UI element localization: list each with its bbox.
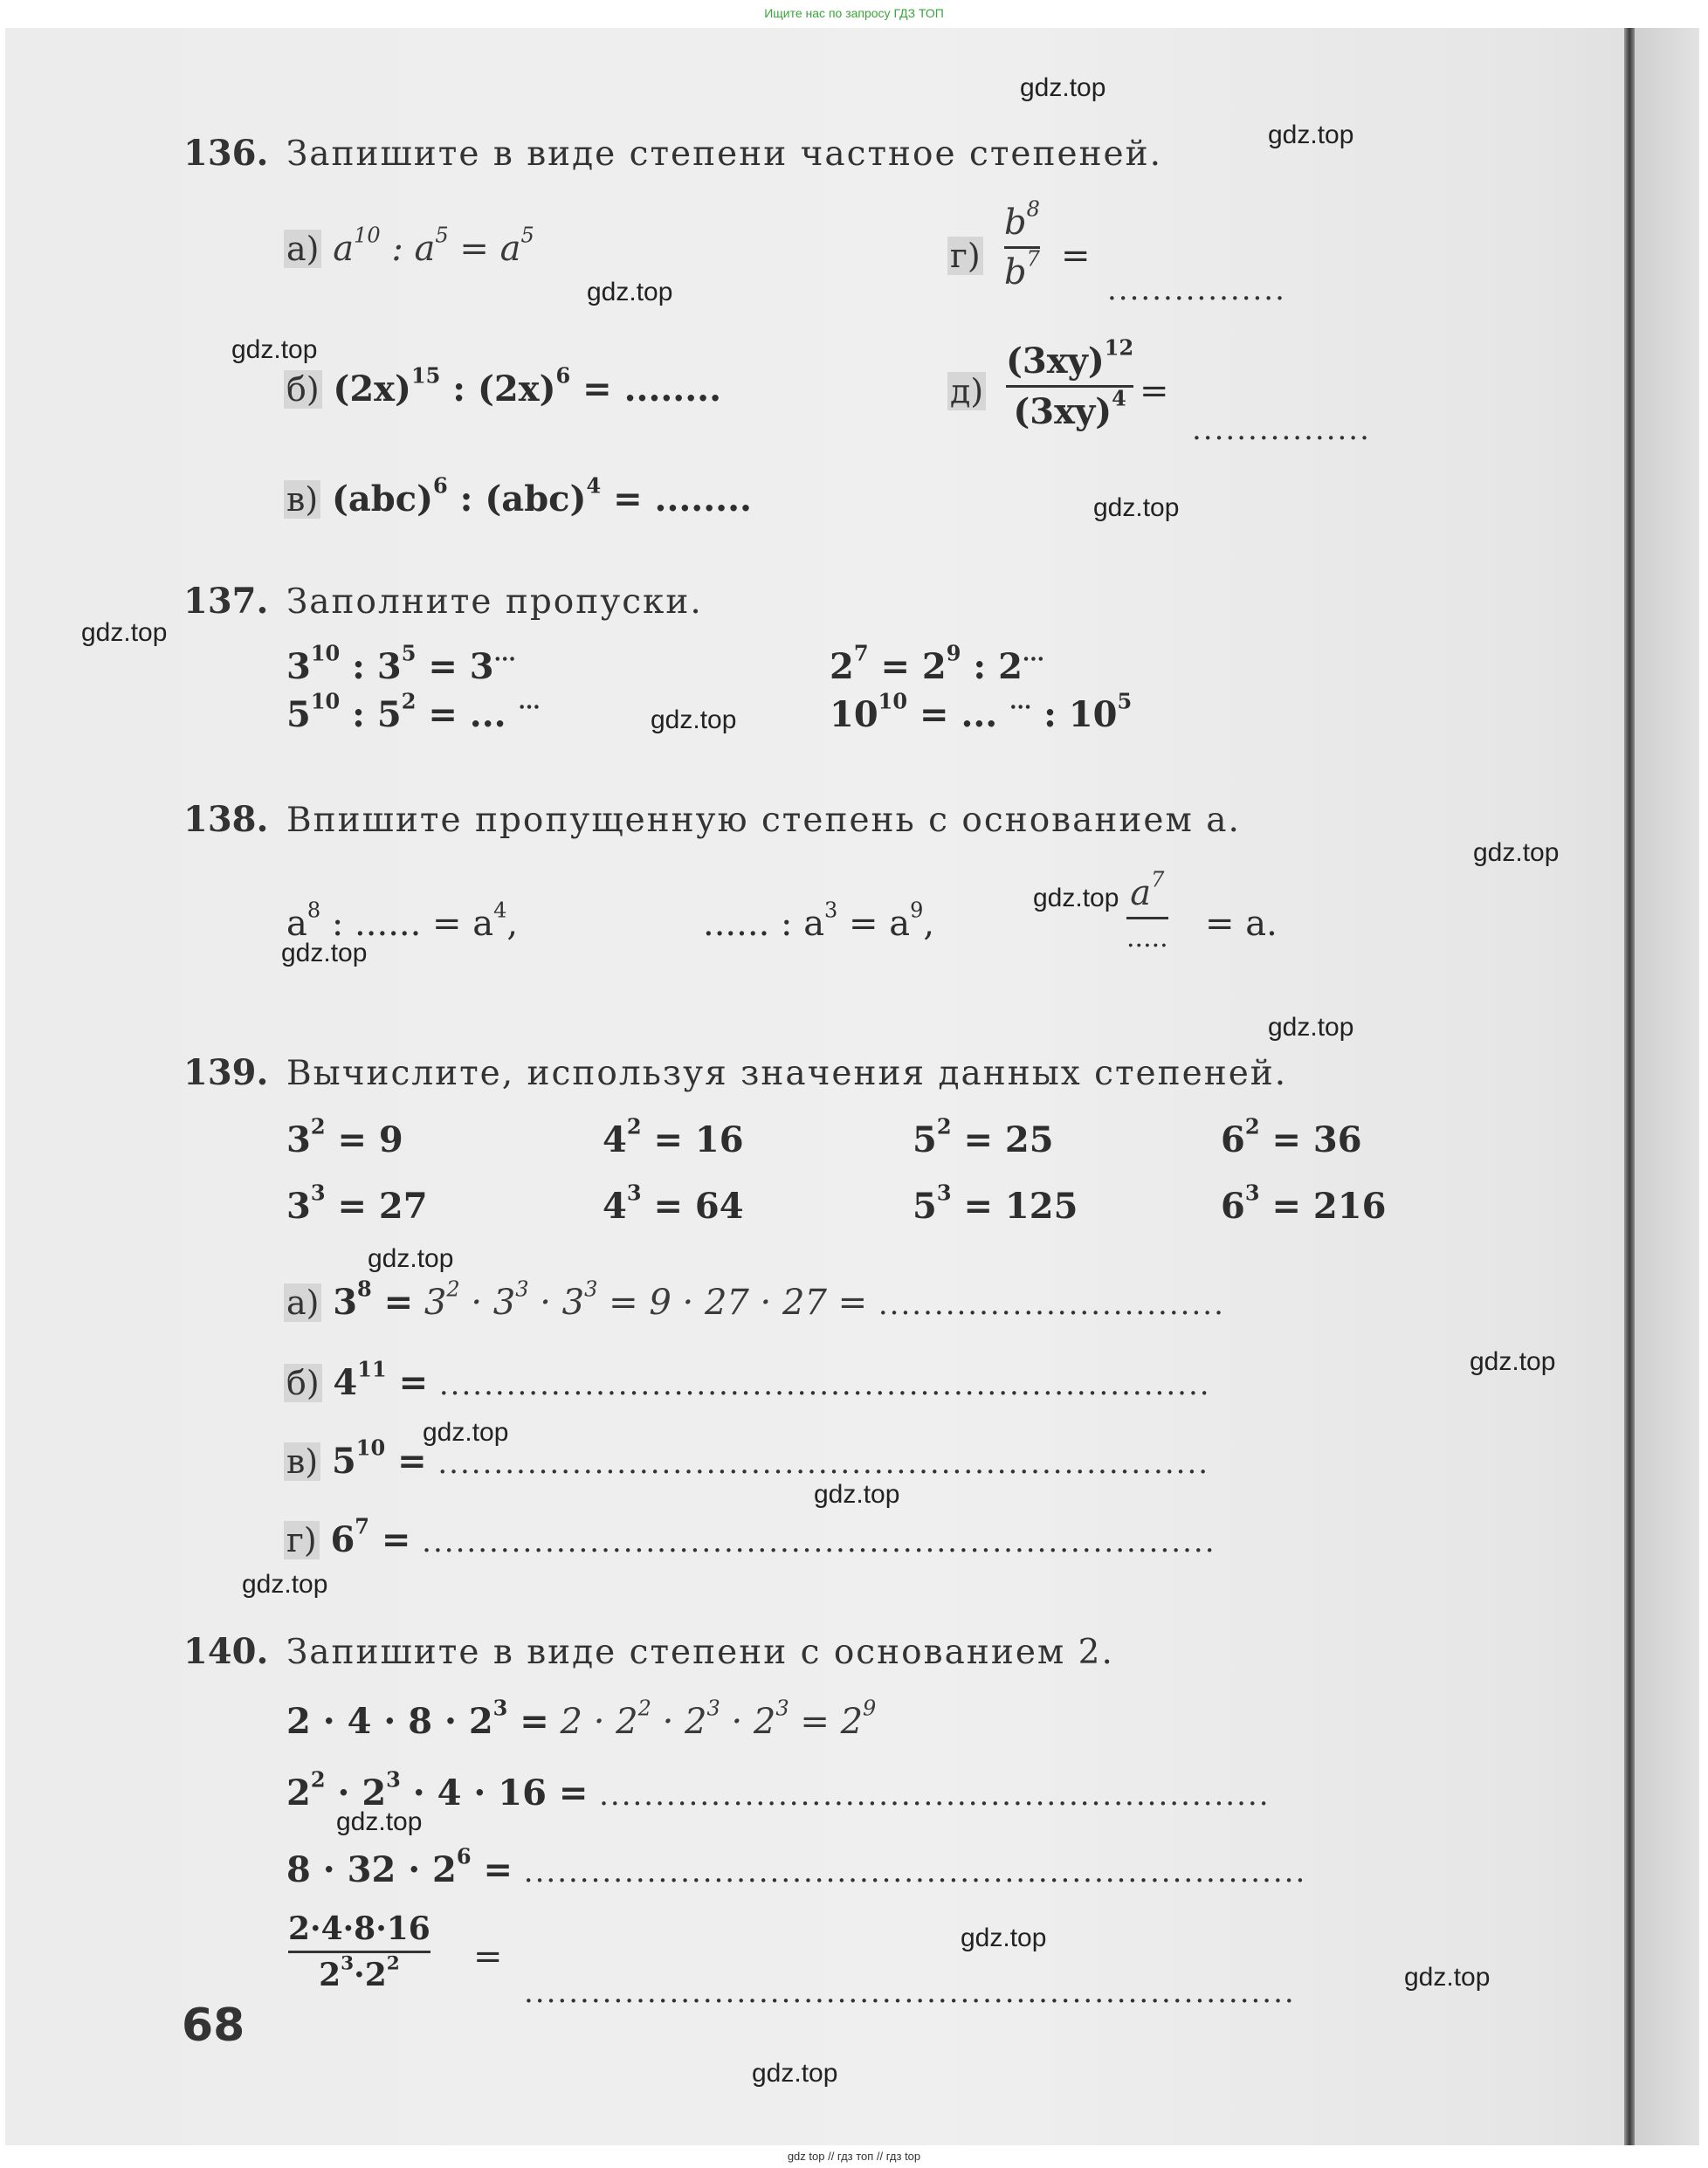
watermark: gdz.top <box>1268 1013 1354 1042</box>
ex136-d-fraction <box>1006 334 1134 432</box>
ex137-right-line2: $10^{10}$ = ... ... : $10^5$ <box>830 688 1133 735</box>
power-table-cell: $3^2 = 9$ <box>286 1113 403 1160</box>
ex140-line4-answer-blank: ..................................................................... <box>524 1975 1296 2010</box>
ex136-g-label-wrap <box>947 236 983 276</box>
ex137-left-line1: $3^{10}$ : $3^5 = 3^{...}$ <box>286 640 516 687</box>
watermark: gdz.top <box>1473 838 1560 867</box>
ex136-a-answer: $a^5$ <box>499 223 534 269</box>
ex140-line2-expr: $2^2 \cdot 2^3 \cdot 4 \cdot 16$ = <box>286 1766 589 1814</box>
ex136-g-fraction <box>1004 196 1040 293</box>
watermark: gdz.top <box>81 618 168 647</box>
watermark: gdz.top <box>281 939 368 967</box>
ex139-a-label: а) <box>284 1284 321 1322</box>
page-number: 68 <box>182 1999 245 2052</box>
ex140-line1 <box>286 1695 877 1742</box>
watermark: gdz.top <box>587 278 673 306</box>
ex136-g-denominator: $b^7$ <box>1004 246 1040 293</box>
watermark: gdz.top <box>1033 884 1119 912</box>
book-spine <box>1624 28 1635 2145</box>
watermark: gdz.top <box>242 1570 328 1599</box>
ex140-title: Запишите в виде степени с основанием 2. <box>286 1633 1114 1672</box>
top-banner: Ищите нас по запросу ГДЗ ТОП <box>764 6 944 20</box>
watermark: gdz.top <box>651 705 737 734</box>
watermark: gdz.top <box>752 2059 838 2088</box>
power-table-cell: $6^2 = 36$ <box>1221 1113 1362 1160</box>
ex136-d-label-wrap <box>947 371 986 411</box>
ex139-v-start: $5^{10}$ = <box>331 1435 427 1482</box>
ex140-line4-fraction <box>288 1910 430 1993</box>
ex136-d-answer-blank: ................ <box>1192 412 1371 447</box>
ex136-title: Запишите в виде степени частное степеней. <box>286 134 1163 174</box>
ex139-number: 139. <box>183 1052 269 1093</box>
watermark: gdz.top <box>231 335 318 364</box>
watermark: gdz.top <box>961 1924 1047 1952</box>
power-table-cell: $3^3 = 27$ <box>286 1180 428 1227</box>
ex138-expr3-tail: = a. <box>1205 904 1278 944</box>
watermark: gdz.top <box>1020 73 1106 102</box>
watermark: gdz.top <box>1404 1963 1491 1992</box>
ex139-a <box>284 1276 1225 1323</box>
ex140-line2 <box>286 1766 1271 1814</box>
ex140-line4-numerator: 2·4·8·16 <box>288 1910 430 1947</box>
ex136-v-label: в) <box>284 480 320 519</box>
ex136-d-numerator: $(3xy)^{12}$ <box>1006 334 1134 382</box>
power-table-cell: $4^3 = 64$ <box>603 1180 744 1227</box>
ex136-b <box>284 362 721 410</box>
ex136-number: 136. <box>183 133 269 174</box>
ex139-a-answer-blank: ............................... <box>878 1287 1225 1322</box>
ex136-v <box>284 472 752 520</box>
ex136-d-denominator: $(3xy)^4$ <box>1013 385 1126 432</box>
ex136-v-expr: (abc)$^6$ : (abc)$^4$ = ........ <box>331 472 752 520</box>
ex136-a <box>284 223 534 269</box>
ex139-v-answer-blank: ..................................................................... <box>437 1446 1210 1481</box>
power-table-cell: $5^2 = 25$ <box>913 1113 1054 1160</box>
ex138-expr2: ...... : $a^3 = a^9$, <box>703 898 935 944</box>
ex139-v-label: в) <box>284 1442 320 1481</box>
ex139-a-handwritten: $3^2 \cdot 3^3 \cdot 3^3 = 9 \cdot 27 \cdot 27$ = <box>424 1277 868 1323</box>
ex139-a-start: $3^8$ = <box>333 1276 414 1323</box>
ex137-number: 137. <box>183 581 269 622</box>
watermark: gdz.top <box>1470 1347 1556 1376</box>
watermark: gdz.top <box>1093 493 1180 522</box>
ex136-g-label: г) <box>947 237 983 275</box>
ex139-title: Вычислите, используя значения данных степеней. <box>286 1054 1288 1093</box>
watermark: gdz.top <box>368 1244 454 1273</box>
ex138-number: 138. <box>183 799 269 840</box>
ex136-b-label: б) <box>284 370 322 409</box>
power-table-cell: $4^2 = 16$ <box>603 1113 744 1160</box>
ex136-d-label: д) <box>947 372 986 410</box>
ex136-d-eq: = <box>1140 371 1169 411</box>
ex140-line4-denominator: $2^3\cdot 2^2$ <box>319 1952 400 1993</box>
ex137-left-line2: $5^{10}$ : $5^2$ = ... ... <box>286 688 541 735</box>
ex139-g-answer-blank: ....................................................................... <box>422 1524 1216 1559</box>
watermark: gdz.top <box>1268 120 1354 149</box>
ex138-expr3-numerator: $a^7$ <box>1130 867 1165 913</box>
ex140-line3-expr: $8 \cdot 32 \cdot 2^6$ = <box>286 1843 513 1890</box>
watermark: gdz.top <box>814 1480 900 1509</box>
ex139-g-start: $6^7$ = <box>330 1513 411 1560</box>
next-page-edge <box>1635 28 1699 2145</box>
ex136-g-numerator: $b^8$ <box>1004 196 1040 243</box>
ex138-expr3-fraction <box>1126 867 1168 953</box>
watermark: gdz.top <box>336 1807 423 1836</box>
ex136-a-label: а) <box>284 230 321 268</box>
ex139-b <box>284 1356 1211 1403</box>
ex136-g-answer-blank: ................ <box>1107 272 1286 307</box>
ex138-expr1: $a^8$ : ...... = $a^4$, <box>286 898 519 944</box>
watermark: gdz.top <box>423 1418 509 1447</box>
ex137-title: Заполните пропуски. <box>286 582 703 622</box>
bottom-banner: gdz top // гдз топ // гдз top <box>787 2150 921 2163</box>
ex139-b-start: $4^{11}$ = <box>333 1356 429 1403</box>
ex137-right-line1: $2^7 = 2^9$ : 2... <box>830 640 1044 687</box>
ex140-number: 140. <box>183 1631 269 1672</box>
ex140-line2-answer-blank: ............................................................ <box>599 1778 1271 1813</box>
ex136-b-expr: $(2x)^{15}$ : $(2x)^6$ = ........ <box>333 362 721 410</box>
ex140-line3 <box>286 1843 1307 1890</box>
ex140-line1-start: $2 \cdot 4 \cdot 8 \cdot 2^3$ = <box>286 1695 549 1742</box>
power-table-cell: $5^3 = 125$ <box>913 1180 1078 1227</box>
ex140-line4-eq: = <box>473 1937 503 1977</box>
ex140-line3-answer-blank: ...................................................................... <box>523 1855 1307 1889</box>
ex139-g <box>284 1513 1216 1560</box>
ex139-b-answer-blank: ..................................................................... <box>438 1367 1211 1402</box>
ex136-a-expr: $a^{10}$ : $a^5$ = <box>333 223 489 269</box>
fraction-bar <box>1126 917 1168 919</box>
ex138-title: Впишите пропущенную степень с основанием a. <box>286 801 1241 840</box>
ex139-g-label: г) <box>284 1521 320 1559</box>
ex139-b-label: б) <box>284 1364 322 1402</box>
fraction-bar <box>288 1951 430 1953</box>
power-table-cell: $6^3 = 216$ <box>1221 1180 1387 1227</box>
ex138-expr3-denominator: ..... <box>1126 923 1168 953</box>
ex136-g-eq: = <box>1061 236 1091 276</box>
ex140-line1-handwritten: $2 \cdot 2^2 \cdot 2^3 \cdot 2^3 = 2^9$ <box>560 1696 877 1742</box>
